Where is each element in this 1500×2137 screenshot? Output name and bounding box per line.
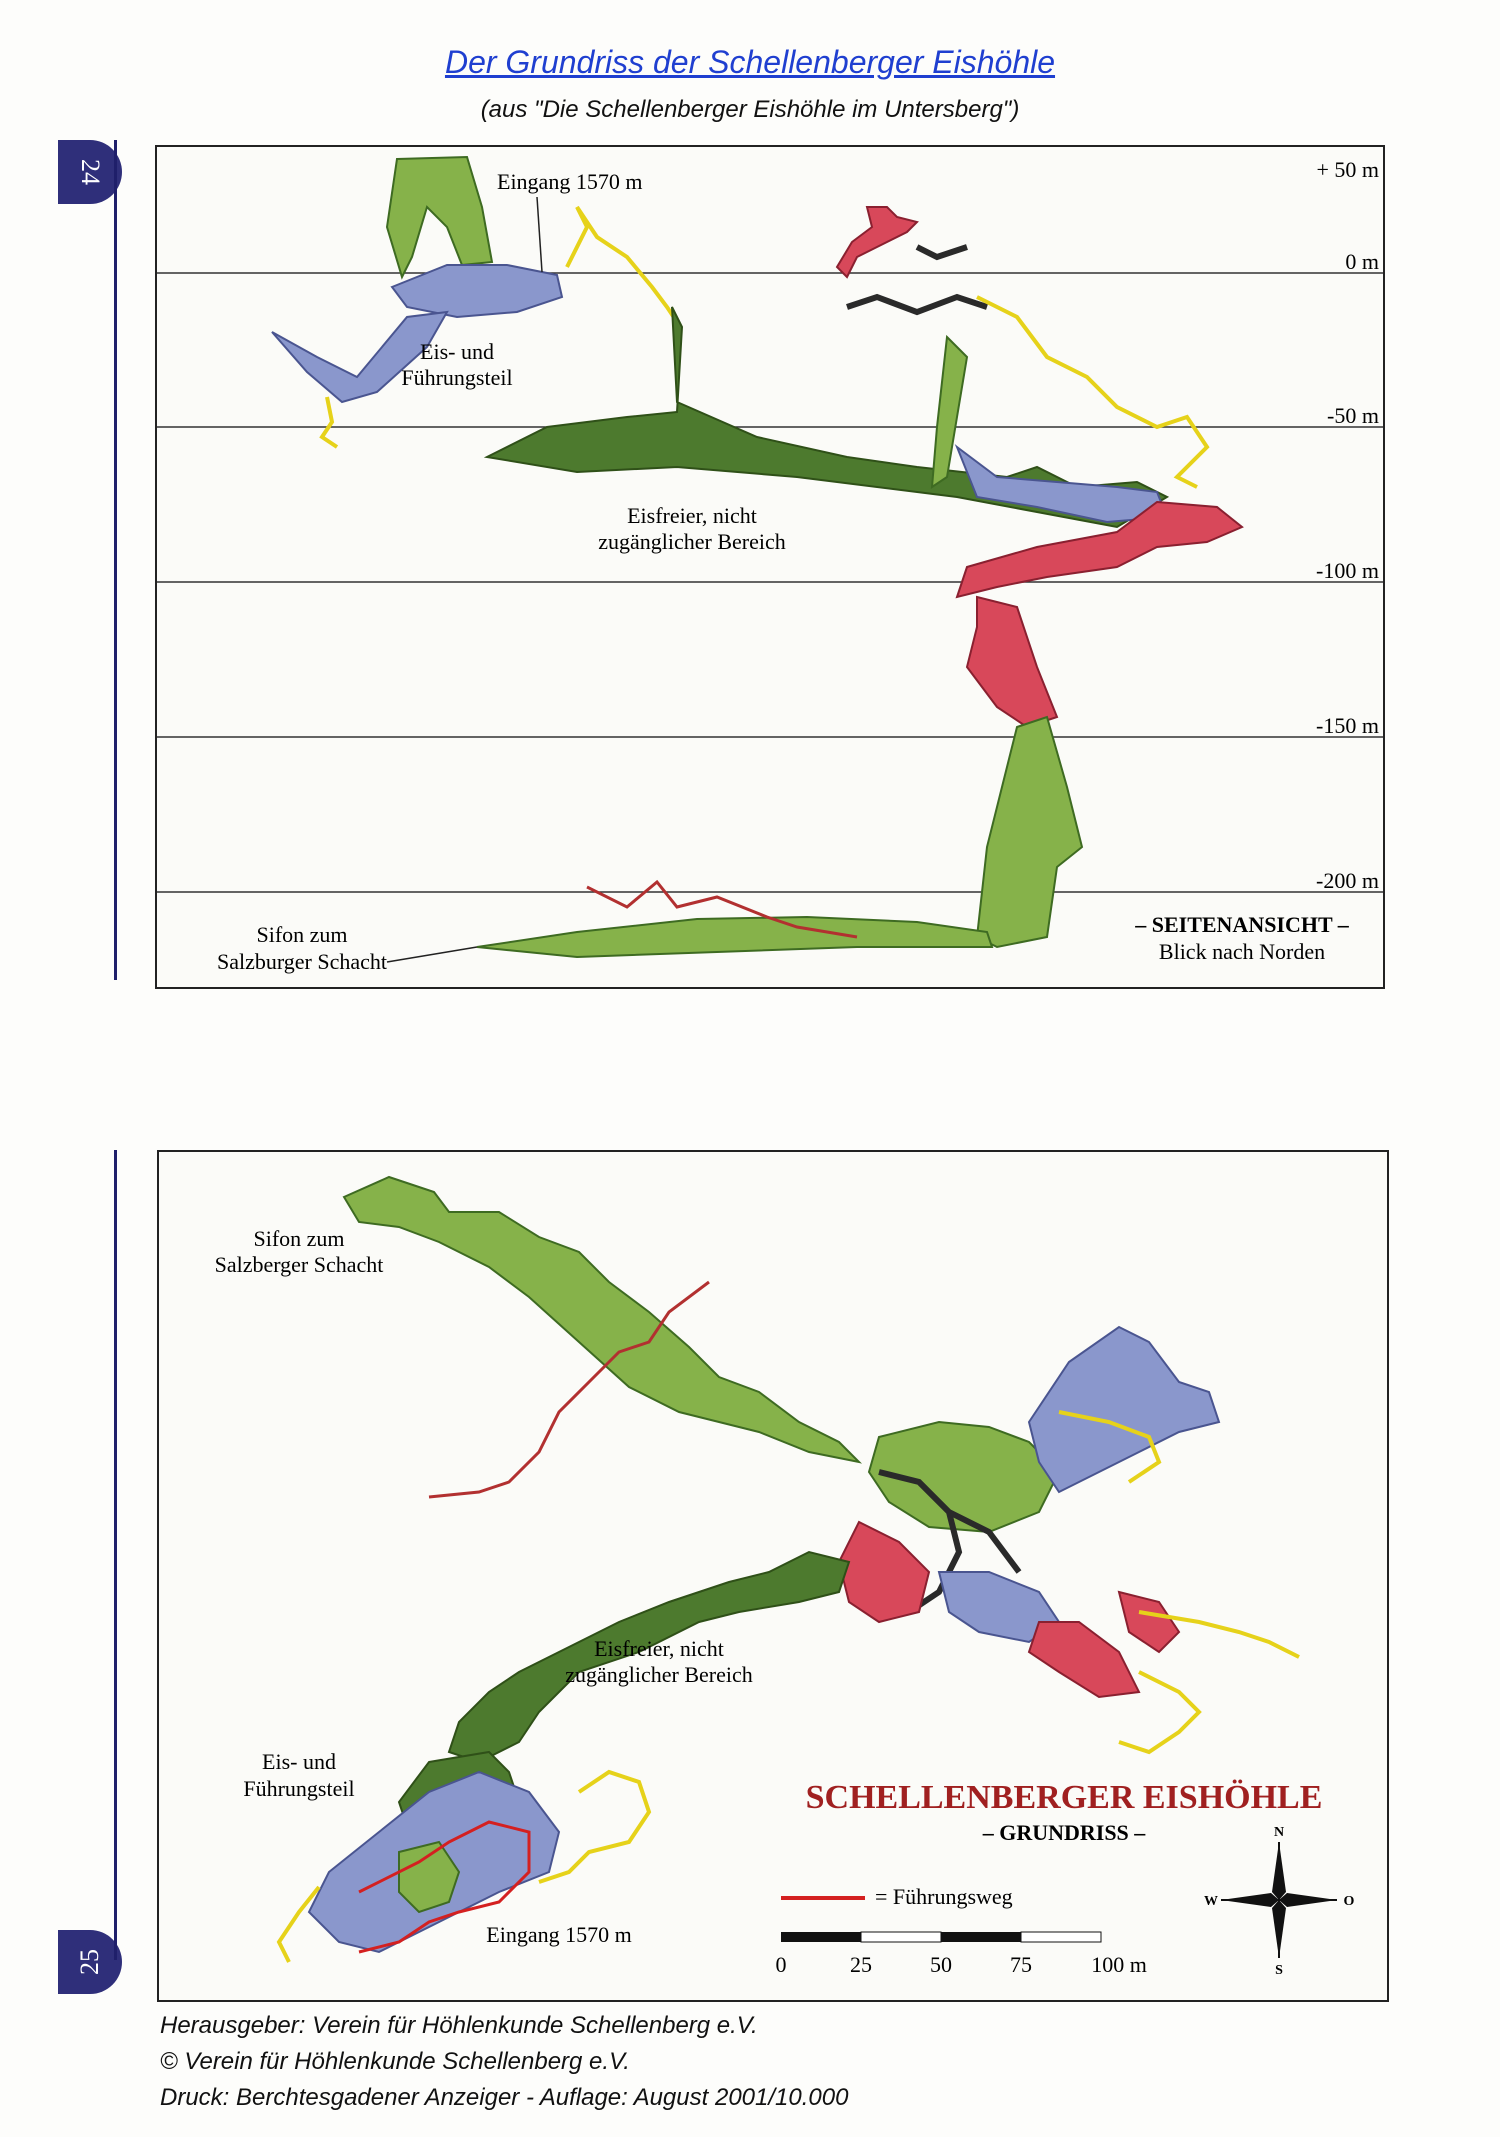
footer-copyright: © Verein für Höhlenkunde Schellenberg e.V. bbox=[160, 2048, 630, 2075]
page-title: Der Grundriss der Schellenberger Eishöhle bbox=[444, 44, 1056, 80]
elevation-label-minus100: -100 m bbox=[1316, 558, 1379, 583]
margin-line-top bbox=[114, 140, 117, 980]
side-view-passages bbox=[272, 157, 1242, 957]
elevation-label-minus200: -200 m bbox=[1316, 868, 1379, 893]
side-label-icefree-2: zugänglicher Bereich bbox=[598, 529, 786, 554]
plan-label-sifon-1: Sifon zum bbox=[253, 1226, 345, 1251]
side-view-subtitle: Blick nach Norden bbox=[1158, 939, 1326, 964]
side-label-ice-part-2: Führungsteil bbox=[401, 365, 513, 390]
scale-label-100: 100 m bbox=[1091, 1952, 1147, 1977]
side-label-sifon-2: Salzburger Schacht bbox=[216, 949, 388, 974]
elevation-label-minus50: -50 m bbox=[1327, 403, 1379, 428]
plan-label-sifon-2: Salzberger Schacht bbox=[214, 1252, 384, 1277]
passage-green-deep bbox=[977, 717, 1082, 947]
elevation-grid bbox=[157, 273, 1383, 892]
side-view-map bbox=[155, 145, 1385, 989]
page-subtitle: (aus "Die Schellenberger Eishöhle im Untersberg") bbox=[480, 96, 1020, 123]
scale-label-25: 25 bbox=[850, 1952, 872, 1977]
plan-passage-yellow-west bbox=[279, 1887, 319, 1962]
passage-black-upper bbox=[847, 247, 987, 312]
plan-label-entrance: Eingang 1570 m bbox=[486, 1922, 632, 1947]
side-label-entrance: Eingang 1570 m bbox=[497, 169, 643, 194]
scale-label-50: 50 bbox=[930, 1952, 952, 1977]
side-label-ice-part-1: Eis- und bbox=[420, 339, 494, 364]
plan-passage-green-north bbox=[344, 1177, 859, 1462]
page-number-top: 24 bbox=[58, 140, 122, 204]
legend-route-label: = Führungsweg bbox=[875, 1884, 1013, 1909]
map-subtitle: – GRUNDRISS – bbox=[982, 1820, 1146, 1845]
plan-label-icefree-2: zugänglicher Bereich bbox=[565, 1662, 753, 1687]
plan-passage-blue-east bbox=[1029, 1327, 1219, 1492]
footer-publisher: Herausgeber: Verein für Höhlenkunde Schellenberg e.V. bbox=[160, 2012, 758, 2039]
passage-yellow-entrance bbox=[567, 207, 677, 322]
plan-view-map bbox=[157, 1150, 1389, 2002]
compass-n: N bbox=[1273, 1825, 1285, 1840]
scale-seg-4 bbox=[1021, 1932, 1101, 1942]
compass-rose-icon bbox=[1221, 1842, 1337, 1958]
footer-print: Druck: Berchtesgadener Anzeiger - Auflage: August 2001/10.000 bbox=[160, 2084, 849, 2111]
side-label-sifon-1: Sifon zum bbox=[256, 922, 348, 947]
compass-s: S bbox=[1275, 1963, 1283, 1978]
plan-view-passages bbox=[279, 1177, 1299, 1962]
plan-passage-red-hub bbox=[839, 1522, 929, 1622]
passage-yellow-upper bbox=[977, 297, 1207, 487]
passage-green-sifon bbox=[477, 917, 992, 957]
side-view-title: – SEITENANSICHT – bbox=[1135, 912, 1349, 937]
plan-label-ice-part-2: Führungsteil bbox=[243, 1776, 355, 1801]
passage-red-shaft bbox=[967, 597, 1057, 727]
compass-w: W bbox=[1204, 1894, 1218, 1909]
scale-seg-2 bbox=[861, 1932, 941, 1942]
passage-green-shaft bbox=[932, 337, 967, 487]
scale-seg-3 bbox=[941, 1932, 1021, 1942]
elevation-label-minus150: -150 m bbox=[1316, 713, 1379, 738]
page-number-bottom: 25 bbox=[58, 1930, 122, 1994]
passage-red-upper bbox=[837, 207, 917, 277]
map-title: SCHELLENBERGER EISHÖHLE bbox=[805, 1779, 1323, 1816]
passage-yellow-west bbox=[322, 397, 337, 447]
scale-bar bbox=[781, 1932, 1101, 1942]
scale-seg-1 bbox=[781, 1932, 861, 1942]
elevation-label-0: 0 m bbox=[1345, 249, 1379, 274]
side-label-icefree-1: Eisfreier, nicht bbox=[627, 503, 757, 528]
plan-label-ice-part-1: Eis- und bbox=[262, 1749, 336, 1774]
plan-label-icefree-1: Eisfreier, nicht bbox=[594, 1636, 724, 1661]
elevation-label-plus50: + 50 m bbox=[1316, 157, 1379, 182]
scale-label-75: 75 bbox=[1010, 1952, 1032, 1977]
scale-label-0: 0 bbox=[775, 1952, 787, 1977]
compass-e: O bbox=[1343, 1894, 1355, 1909]
passage-green-entrance bbox=[387, 157, 492, 277]
margin-line-bottom bbox=[114, 1150, 117, 1960]
